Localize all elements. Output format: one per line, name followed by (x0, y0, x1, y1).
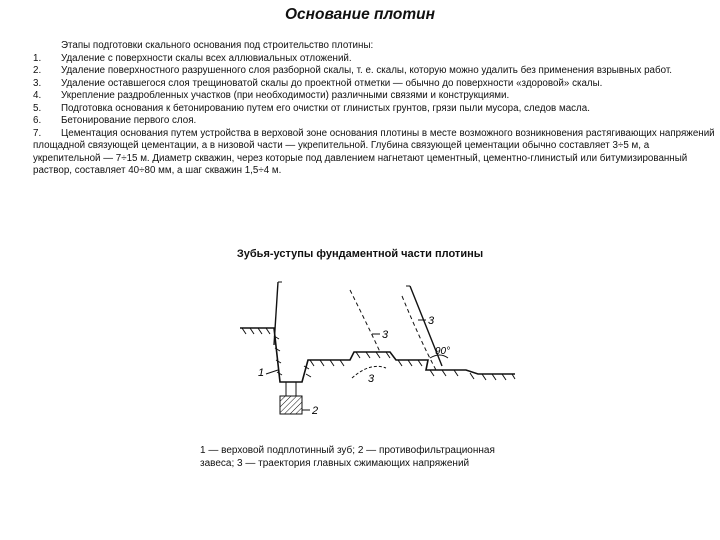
step-number: 3. (33, 77, 42, 89)
step-text: Подготовка основания к бетонированию путем его очистки от глинистых грунтов, грязи пыли мусора, следов масла. (61, 102, 590, 114)
intro-paragraph: Этапы подготовки скального основания под строительство плотины: (61, 40, 374, 51)
step-number: 7. (33, 127, 42, 139)
step-text: Бетонирование первого слоя. (61, 115, 197, 126)
step-item (33, 103, 719, 116)
label-1: 1 (258, 367, 265, 379)
label-2: 2 (312, 405, 319, 417)
step-text: Цементация основания путем устройства в верховой зоне основания плотины в месте возможного возникновения растягивающих напряжений площадной связующей цементации, а в низовой части — укрепительной. Глубина связующей цементации обычно составляет 3÷5 м, а укрепительной — 7÷15 м. Диаметр скважин, через которые под давлением нагнетают цементный, цементно-глинистый или битумизированный раствор, составляет 40÷80 мм, а шаг скважин 1,5÷4 м. (33, 127, 715, 176)
step-item (33, 78, 719, 91)
body-text (33, 40, 719, 178)
step-item (33, 128, 719, 178)
grout-curtain (280, 396, 302, 414)
step-item (33, 53, 719, 66)
step-number: 1. (33, 52, 42, 64)
label-3: 3 (428, 315, 435, 327)
figure-caption (200, 444, 580, 470)
step-item (33, 65, 719, 78)
step-text: Удаление с поверхности скалы всех аллювиальных отложений. (61, 52, 352, 64)
label-3: 3 (368, 373, 375, 385)
step-text: Удаление поверхностного разрушенного слоя разборной скалы, т. е. скалы, которую можно удалить без применения взрывных работ. (61, 65, 672, 76)
step-number: 5. (33, 102, 42, 114)
label-3: 3 (382, 329, 389, 341)
step-number: 2. (33, 65, 42, 76)
step-text: Укрепление раздробленных участков (при необходимости) различными связями и конструкциями. (61, 90, 510, 101)
slide-title: Основание плотин (284, 6, 436, 23)
caption-line: 1 — верховой подплотинный зуб; 2 — противофильтрационная (200, 445, 495, 456)
step-number: 4. (33, 90, 42, 101)
step-item (33, 115, 719, 128)
caption-line: завеса; 3 — траектория главных сжимающих напряжений (200, 458, 470, 469)
stress-trajectory (350, 290, 380, 352)
step-number: 6. (33, 115, 42, 126)
step-text: Удаление оставшегося слоя трещиноватой скалы до проектной отметки — обычно до поверхности «здоровой» скалы. (61, 77, 603, 89)
leader-line (266, 370, 278, 374)
step-item (33, 90, 719, 103)
dam-foundation-diagram (230, 270, 520, 430)
figure-title: Зубья-уступы фундаментной части плотины (236, 248, 484, 260)
angle-label: 90° (435, 346, 451, 357)
